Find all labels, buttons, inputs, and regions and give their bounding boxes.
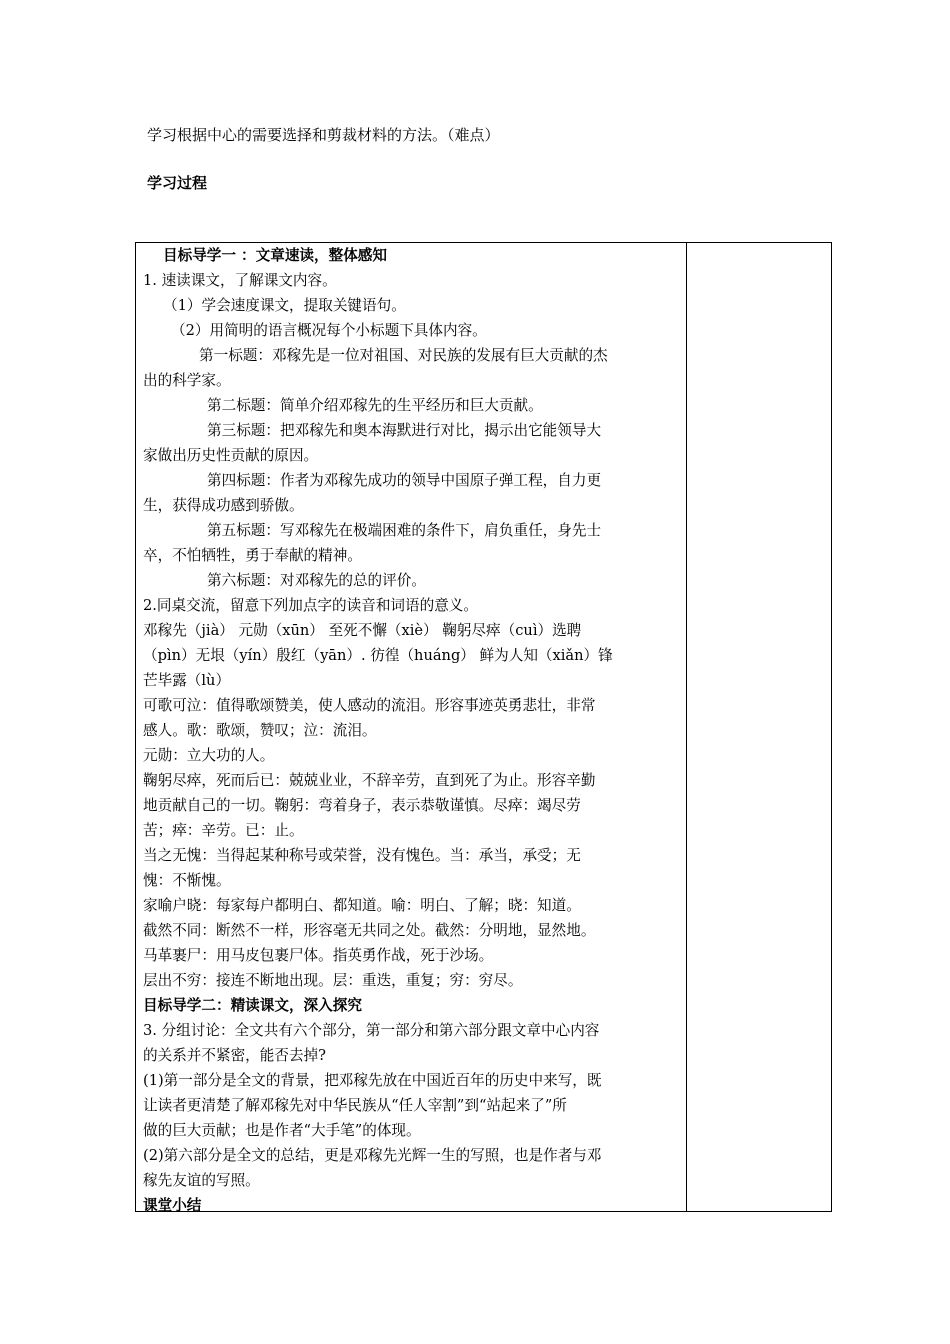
heading4-line1: 第四标题：作者为邓稼先成功的领导中国原子弹工程，自力更: [207, 472, 602, 489]
heading3-line2: 家做出历史性贡献的原因。: [143, 447, 319, 464]
heading2-line: 第二标题：简单介绍邓稼先的生平经历和巨大贡献。: [207, 397, 543, 414]
item3-line1: 3. 分组讨论：全文共有六个部分，第一部分和第六部分跟文章中心内容: [143, 1022, 600, 1039]
definition3-line3: 苦；瘁：辛劳。已：止。: [143, 822, 304, 839]
definition4-line2: 愧：不惭愧。: [143, 872, 231, 889]
item1-sub2: （2）用简明的语言概况每个小标题下具体内容。: [171, 322, 487, 339]
definition2: 元勋：立大功的人。: [143, 747, 275, 764]
answer2-line2: 稼先友谊的写照。: [143, 1172, 260, 1189]
definition3-line1: 鞠躬尽瘁，死而后已：兢兢业业，不辞辛劳，直到死了为止。形容辛勤: [143, 772, 596, 789]
item1: 1. 速读课文，了解课文内容。: [143, 272, 337, 289]
definition1-line2: 感人。歌：歌颂，赞叹；泣：流泪。: [143, 722, 377, 739]
heading3-line1: 第三标题：把邓稼先和奥本海默进行对比，揭示出它能领导大: [207, 422, 602, 439]
definition5: 家喻户晓：每家每户都明白、都知道。喻：明白、了解；晓：知道。: [143, 897, 581, 914]
column-divider: [686, 243, 687, 1211]
definition1-line1: 可歌可泣：值得歌颂赞美，使人感动的流泪。形容事迹英勇悲壮，非常: [143, 697, 596, 714]
section1-title: 目标导学一 ：文章速读，整体感知: [163, 247, 387, 264]
definition4-line1: 当之无愧：当得起某种称号或荣誉，没有愧色。当：承当，承受；无: [143, 847, 581, 864]
definition7: 马革裹尸：用马皮包裹尸体。指英勇作战，死于沙场。: [143, 947, 494, 964]
item2: 2.同桌交流，留意下列加点字的读音和词语的意义。: [143, 597, 478, 614]
learning-process-heading: 学习过程: [147, 174, 208, 192]
pronunciation-line3: 芒毕露（lù）: [143, 672, 231, 689]
heading1-line2: 出的科学家。: [143, 372, 231, 389]
heading1-line1: 第一标题：邓稼先是一位对祖国、对民族的发展有巨大贡献的杰: [199, 347, 608, 364]
heading5-line1: 第五标题：写邓稼先在极端困难的条件下，肩负重任，身先士: [207, 522, 602, 539]
answer2-line1: (2)第六部分是全文的总结，更是邓稼先光辉一生的写照，也是作者与邓: [143, 1147, 602, 1164]
definition3-line2: 地贡献自己的一切。鞠躬：弯着身子，表示恭敬谨慎。尽瘁：竭尽劳: [143, 797, 581, 814]
answer1-line1: (1)第一部分是全文的背景，把邓稼先放在中国近百年的历史中来写，既: [143, 1072, 602, 1089]
main-content-cell: [143, 243, 681, 1218]
lesson-table: [135, 242, 832, 1212]
answer1-line2: 让读者更清楚了解邓稼先对中华民族从“任人宰割”到“站起来了”所: [143, 1097, 567, 1114]
learning-goal-line: 学习根据中心的需要选择和剪裁材料的方法。（难点）: [147, 126, 500, 144]
pronunciation-line2: （pìn）无垠（yín）殷红（yān）. 彷徨（huáng） 鲜为人知（xiǎn）锋: [143, 647, 613, 664]
summary-title: 课堂小结: [143, 1197, 202, 1214]
answer1-line3: 做的巨大贡献；也是作者“大手笔”的体现。: [143, 1122, 421, 1139]
heading5-line2: 卒，不怕牺牲，勇于奉献的精神。: [143, 547, 362, 564]
definition6: 截然不同：断然不一样，形容毫无共同之处。截然：分明地，显然地。: [143, 922, 596, 939]
heading4-line2: 生，获得成功感到骄傲。: [143, 497, 304, 514]
section2-title: 目标导学二：精读课文，深入探究: [143, 997, 362, 1014]
item3-line2: 的关系并不紧密，能否去掉?: [143, 1047, 326, 1064]
item1-sub1: （1）学会速度课文，提取关键语句。: [163, 297, 406, 314]
heading6-line: 第六标题：对邓稼先的总的评价。: [207, 572, 426, 589]
pronunciation-line1: 邓稼先（jià） 元勋（xūn） 至死不懈（xiè） 鞠躬尽瘁（cuì）选聘: [143, 622, 582, 639]
definition8: 层出不穷：接连不断地出现。层：重迭，重复；穷：穷尽。: [143, 972, 523, 989]
